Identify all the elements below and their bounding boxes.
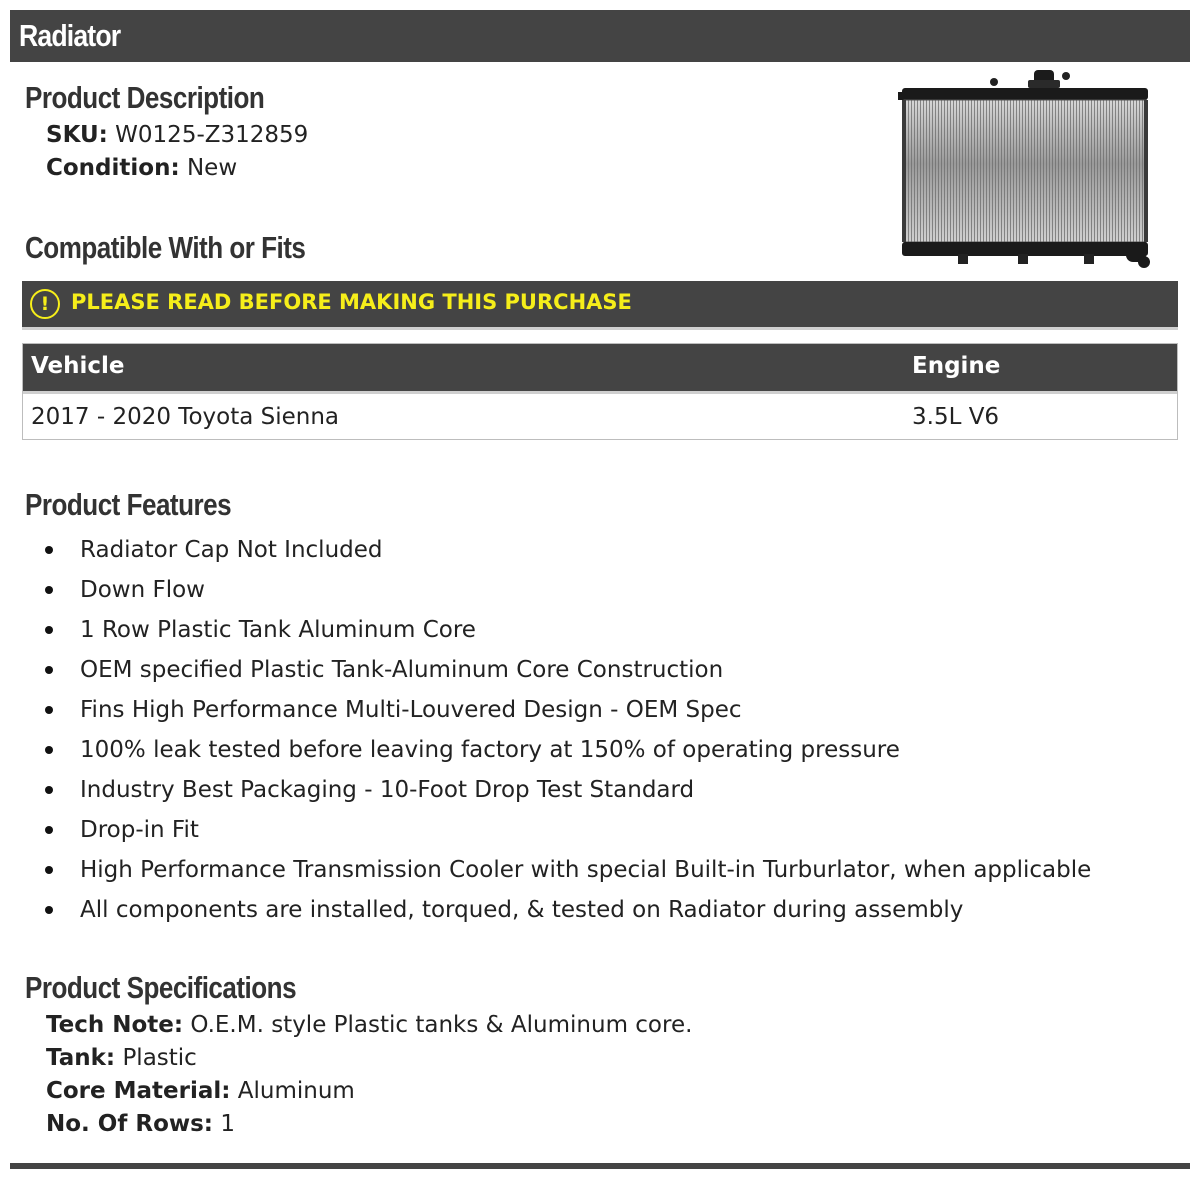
sku-label: SKU: (46, 122, 108, 148)
bottom-divider (10, 1163, 1190, 1169)
feature-text: 1 Row Plastic Tank Aluminum Core (80, 617, 476, 643)
list-item (0, 610, 1091, 650)
condition-line (46, 155, 237, 181)
bullet-icon (45, 826, 53, 834)
spec-tank (46, 1045, 197, 1071)
product-specifications-heading: Product Specifications (25, 970, 297, 1005)
bullet-icon (45, 586, 53, 594)
column-header-engine: Engine (912, 353, 1001, 379)
list-item (0, 770, 1091, 810)
product-features-heading: Product Features (25, 487, 232, 522)
bullet-icon (45, 786, 53, 794)
list-item (0, 730, 1091, 770)
spec-core-material (46, 1078, 355, 1104)
bullet-icon (45, 866, 53, 874)
table-header (23, 344, 1177, 394)
warning-text: PLEASE READ BEFORE MAKING THIS PURCHASE (71, 290, 632, 314)
purchase-warning-banner (22, 281, 1178, 330)
spec-value: Aluminum (237, 1078, 355, 1104)
bullet-icon (45, 746, 53, 754)
list-item (0, 850, 1091, 890)
feature-text: Drop-in Fit (80, 817, 199, 843)
exclamation-circle-icon: ! (30, 289, 60, 319)
list-item (0, 810, 1091, 850)
feature-text: Fins High Performance Multi-Louvered Design - OEM Spec (80, 697, 742, 723)
vehicle-cell: 2017 - 2020 Toyota Sienna (31, 404, 340, 430)
radiator-image (898, 66, 1152, 272)
list-item (0, 890, 1091, 930)
feature-text: 100% leak tested before leaving factory at 150% of operating pressure (80, 737, 900, 763)
list-item (0, 650, 1091, 690)
bullet-icon (45, 666, 53, 674)
feature-text: OEM specified Plastic Tank-Aluminum Core Construction (80, 657, 724, 683)
list-item (0, 530, 1091, 570)
feature-text: All components are installed, torqued, & tested on Radiator during assembly (80, 897, 964, 923)
bullet-icon (45, 906, 53, 914)
feature-text: Industry Best Packaging - 10-Foot Drop Test Standard (80, 777, 695, 803)
spec-label: No. Of Rows: (46, 1111, 214, 1137)
title-bar (10, 10, 1190, 62)
bullet-icon (45, 706, 53, 714)
spec-value: 1 (220, 1111, 235, 1137)
feature-text: Radiator Cap Not Included (80, 537, 383, 563)
features-list (0, 530, 1091, 930)
condition-value: New (186, 155, 238, 181)
spec-value: O.E.M. style Plastic tanks & Aluminum core. (190, 1012, 693, 1038)
sku-value: W0125-Z312859 (115, 122, 309, 148)
spec-no-of-rows (46, 1111, 235, 1137)
sku-line (46, 122, 308, 148)
bullet-icon (45, 546, 53, 554)
list-item (0, 570, 1091, 610)
feature-text: Down Flow (80, 577, 205, 603)
feature-text: High Performance Transmission Cooler with special Built-in Turburlator, when applicable (80, 857, 1092, 883)
spec-tech-note (46, 1012, 692, 1038)
page-title: Radiator (19, 18, 121, 53)
spec-label: Tech Note: (46, 1012, 184, 1038)
list-item (0, 690, 1091, 730)
spec-label: Tank: (46, 1045, 116, 1071)
engine-cell: 3.5L V6 (912, 404, 1000, 430)
compatibility-heading: Compatible With or Fits (25, 230, 306, 265)
condition-label: Condition: (46, 155, 180, 181)
fitment-table (22, 343, 1178, 440)
bullet-icon (45, 626, 53, 634)
product-description-heading: Product Description (25, 80, 265, 115)
spec-value: Plastic (122, 1045, 197, 1071)
spec-label: Core Material: (46, 1078, 231, 1104)
column-header-vehicle: Vehicle (31, 353, 125, 379)
